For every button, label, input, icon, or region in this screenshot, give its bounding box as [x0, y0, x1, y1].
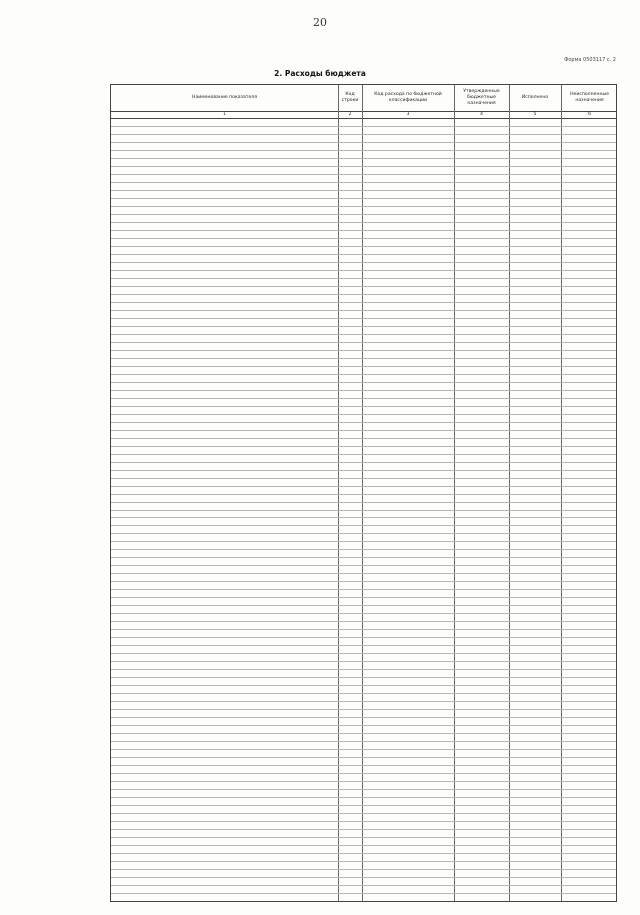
- table-row: [111, 685, 616, 686]
- table-row: [111, 502, 616, 503]
- table-row: [111, 581, 616, 582]
- table-row: [111, 478, 616, 479]
- table-row: [111, 517, 616, 518]
- table-row: [111, 262, 616, 263]
- table-row: [111, 525, 616, 526]
- table-row: [111, 214, 616, 215]
- table-row: [111, 645, 616, 646]
- table-row: [111, 270, 616, 271]
- table-row: [111, 366, 616, 367]
- column-number-5: 5: [533, 112, 537, 117]
- table-row: [111, 166, 616, 167]
- table-row: [111, 549, 616, 550]
- section-title: 2. Расходы бюджета: [274, 69, 366, 78]
- column-number-1: 1: [223, 112, 226, 117]
- column-header-classification-code: Код расхода по бюджетной классификации: [374, 92, 442, 103]
- table-row: [111, 174, 616, 175]
- table-row: [111, 589, 616, 590]
- table-row: [111, 557, 616, 558]
- table-row: [111, 446, 616, 447]
- table-row: [111, 813, 616, 814]
- table-row: [111, 837, 616, 838]
- table-row: [111, 797, 616, 798]
- table-row: [111, 230, 616, 231]
- table-row: [111, 150, 616, 151]
- table-row: [111, 238, 616, 239]
- table-row: [111, 334, 616, 335]
- table-row: [111, 494, 616, 495]
- table-row: [111, 765, 616, 766]
- table-row: [111, 637, 616, 638]
- table-row: [111, 198, 616, 199]
- table-row: [111, 541, 616, 542]
- table-row: [111, 869, 616, 870]
- table-row: [111, 853, 616, 854]
- column-number-4: 4: [480, 112, 483, 117]
- table-row: [111, 717, 616, 718]
- table-row: [111, 653, 616, 654]
- table-row: [111, 733, 616, 734]
- table-row: [111, 621, 616, 622]
- table-row: [111, 182, 616, 183]
- table-row: [111, 893, 616, 894]
- table-row: [111, 709, 616, 710]
- budget-expenditure-table: [110, 84, 617, 902]
- table-row: [111, 406, 616, 407]
- table-row: [111, 845, 616, 846]
- table-row: [111, 565, 616, 566]
- column-number-2: 2: [348, 112, 352, 117]
- table-row: [111, 669, 616, 670]
- table-row: [111, 861, 616, 862]
- table-row: [111, 877, 616, 878]
- table-row: [111, 677, 616, 678]
- table-row: [111, 510, 616, 511]
- column-number-6: 6: [588, 112, 591, 117]
- table-row: [111, 781, 616, 782]
- table-row: [111, 693, 616, 694]
- table-row: [111, 573, 616, 574]
- table-row: [111, 613, 616, 614]
- table-row: [111, 725, 616, 726]
- table-row: [111, 749, 616, 750]
- table-row: [111, 789, 616, 790]
- table-row: [111, 326, 616, 327]
- table-row: [111, 773, 616, 774]
- table-row: [111, 342, 616, 343]
- table-row: [111, 222, 616, 223]
- table-row: [111, 206, 616, 207]
- table-row: [111, 422, 616, 423]
- table-row: [111, 158, 616, 159]
- column-number-3: 3: [406, 112, 410, 117]
- table-row: [111, 350, 616, 351]
- table-row: [111, 382, 616, 383]
- table-row: [111, 310, 616, 311]
- page-number: 20: [313, 16, 327, 29]
- table-row: [111, 805, 616, 806]
- table-row: [111, 190, 616, 191]
- table-row: [111, 605, 616, 606]
- table-row: [111, 254, 616, 255]
- table-row: [111, 597, 616, 598]
- form-code: Форма 0503117 с. 2: [564, 57, 616, 63]
- table-row: [111, 462, 616, 463]
- table-row: [111, 294, 616, 295]
- column-header-indicator-name: Наименование показателя: [191, 95, 258, 101]
- table-row: [111, 414, 616, 415]
- column-header-row-code: Код строки: [341, 92, 359, 103]
- table-row: [111, 829, 616, 830]
- table-row: [111, 454, 616, 455]
- column-header-approved-appropriations: Утвержденные бюджетные назначения: [463, 89, 500, 106]
- table-row: [111, 374, 616, 375]
- column-header-unexecuted-appropriations: Неисполненные назначения: [570, 92, 609, 103]
- table-row: [111, 286, 616, 287]
- column-number-divider: [111, 118, 616, 119]
- table-row: [111, 358, 616, 359]
- table-row: [111, 533, 616, 534]
- column-header-executed: Исполнено: [521, 95, 549, 101]
- table-row: [111, 246, 616, 247]
- table-row: [111, 741, 616, 742]
- table-row: [111, 757, 616, 758]
- table-row: [111, 470, 616, 471]
- table-row: [111, 134, 616, 135]
- table-row: [111, 126, 616, 127]
- table-row: [111, 821, 616, 822]
- table-row: [111, 430, 616, 431]
- table-row: [111, 629, 616, 630]
- table-row: [111, 701, 616, 702]
- table-row: [111, 398, 616, 399]
- table-row: [111, 318, 616, 319]
- table-row: [111, 661, 616, 662]
- table-row: [111, 302, 616, 303]
- table-row: [111, 486, 616, 487]
- table-row: [111, 438, 616, 439]
- table-row: [111, 390, 616, 391]
- table-row: [111, 142, 616, 143]
- table-row: [111, 278, 616, 279]
- table-row: [111, 885, 616, 886]
